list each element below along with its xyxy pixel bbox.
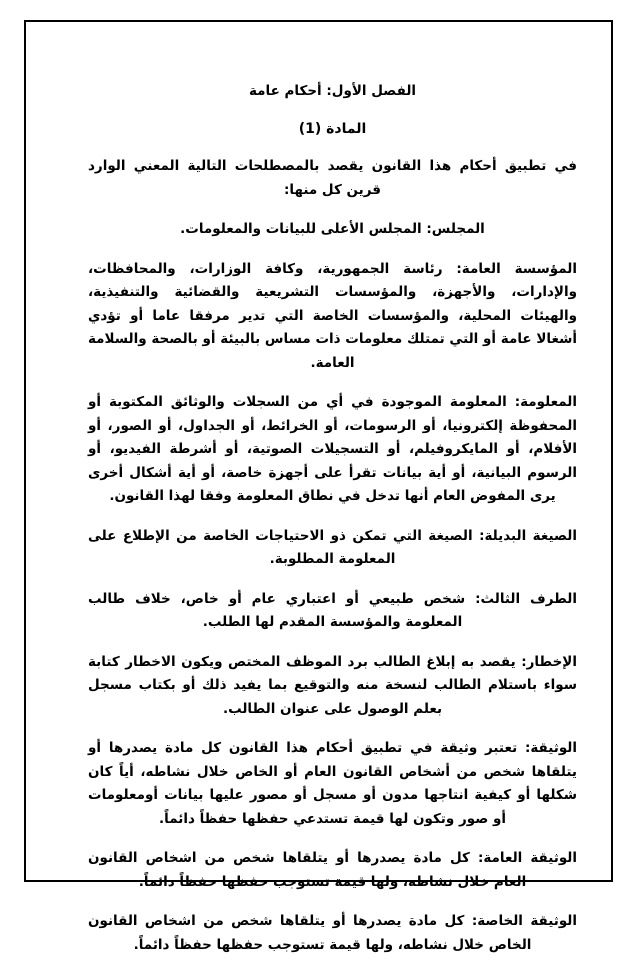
definition-alternative-format (88, 525, 577, 572)
definition-term: الصيغة البديلة: (479, 527, 578, 544)
definition-text: المجلس الأعلى للبيانات والمعلومات. (180, 221, 427, 237)
definition-term: الإخطار: (521, 653, 577, 670)
definition-notification (88, 651, 577, 722)
definition-term: المعلومة: (514, 394, 577, 410)
definition-private-document (88, 910, 577, 957)
definition-document (88, 737, 577, 831)
chapter-title: الفصل الأول: أحكام عامة (248, 83, 417, 99)
definition-council (88, 218, 577, 242)
definition-text: يقصد به إبلاغ الطالب برد الموظف المختص ويكون الاخطار كتابة سواء باستلام الطالب لنسخة منه والتوقيع بما يفيد ذلك أو بكتاب مسجل بعلم الوصول على عنوان الطالب. (88, 653, 577, 717)
definition-text: الصيغة التي تمكن ذو الاحتياجات الخاصة من الإطلاع على المعلومة المطلوبة. (88, 527, 480, 567)
definition-term: الوثيقة العامة: (477, 850, 577, 866)
definition-text: المعلومة الموجودة في أي من السجلات والوثائق المكتوبة أو المحفوظة إلكترونيا، أو الرسومات، أو الخرائط، أو الجداول، أو الصور، أو الأفلام، أو المايكروفيلم، أو التسجيلات الصوتية، أو أشرطة الفيديو، أو الرسوم البيانية، أو أية بيانات تقرأ على أجهزة خاصة، أو أية أشكال أخرى يرى المفوض العام أنها تدخل في نطاق المعلومة وفقا لهذا القانون. (88, 394, 577, 504)
definition-term: المجلس: (426, 221, 485, 237)
definition-text: رئاسة الجمهورية، وكافة الوزارات، والمحافظات، والإدارات، والأجهزة، والمؤسسات التشريعية والقضائية والتنفيذية، والهيئات المحلية، والمؤسسات الخاصة التي تدير مرفقا عاما أو تؤدي أشغالا عامة أو التي تمتلك معلومات ذات مساس بالبيئة أو بالصحة والسلامة العامة. (88, 260, 577, 371)
definition-term: المؤسسة العامة: (456, 260, 577, 277)
article-intro: في تطبيق أحكام هذا القانون يقصد بالمصطلحات التالية المعني الوارد قرين كل منها: (88, 158, 577, 198)
definition-text: كل مادة يصدرها أو يتلقاها شخص من اشخاص القانون الخاص خلال نشاطه، ولها قيمة تستوجب حفظها حفظاً دائماً. (88, 913, 532, 953)
definition-public-institution (88, 258, 577, 376)
definition-third-party (88, 588, 577, 635)
article-title: المادة (1) (298, 120, 367, 137)
definition-information (88, 391, 577, 509)
page-frame (24, 20, 613, 953)
definition-text: تعتبر وثيقة في تطبيق أحكام هذا القانون كل مادة يصدرها أو يتلقاها شخص من أشخاص القانون العام أو الخاص خلال نشاطه، أياً كان شكلها أو كيفية انتاجها مدون أو مسجل أو مصور عليها بيانات أومعلومات أو صور وتكون لها قيمة تستدعي حفظها حفظاً دائماً. (88, 740, 577, 827)
definition-term: الوثيقة الخاصة: (471, 913, 577, 929)
definition-text: شخص طبيعي أو اعتباري عام أو خاص، خلاف طالب المعلومة والمؤسسة المقدم لها الطلب. (88, 590, 476, 630)
definition-term: الطرف الثالث: (475, 590, 577, 607)
document-body (88, 80, 577, 973)
definition-text: كل مادة يصدرها أو يتلقاها شخص من اشخاص القانون العام خلال نشاطه، ولها قيمة تستوجب حفظها حفظاً دائماً. (88, 850, 527, 890)
definition-term: الوثيقة: (524, 740, 577, 756)
definition-public-document (88, 847, 577, 894)
